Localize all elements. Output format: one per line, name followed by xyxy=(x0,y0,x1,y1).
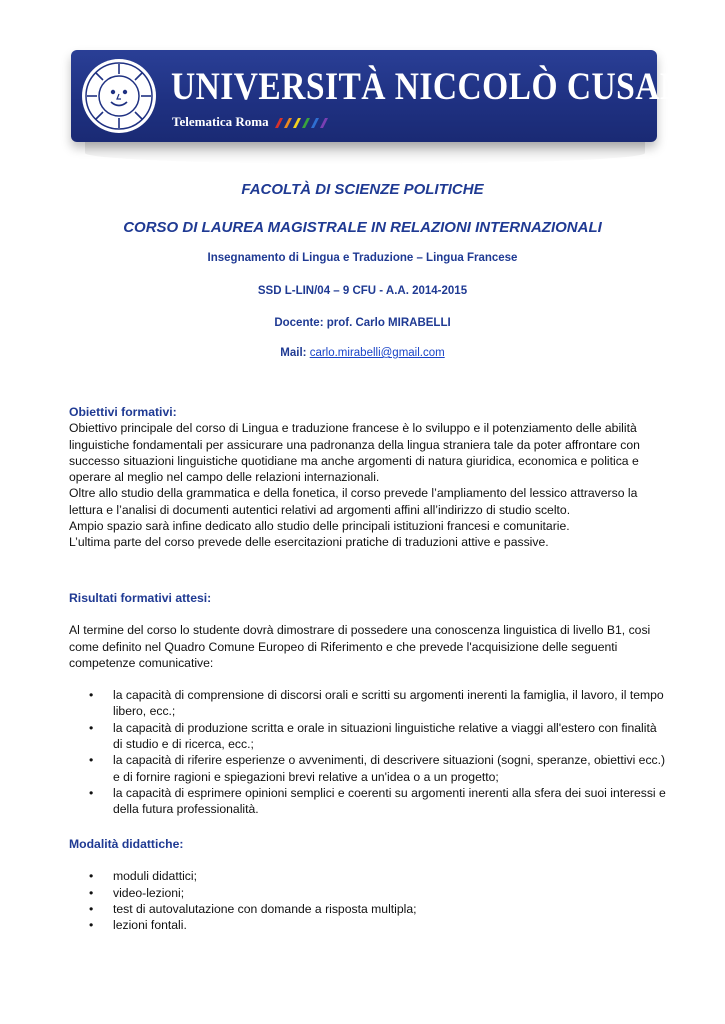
stripe-mark xyxy=(320,118,328,128)
stripe-mark xyxy=(284,118,292,128)
results-section xyxy=(69,590,669,818)
faculty-title: FACOLTÀ DI SCIENZE POLITICHE xyxy=(241,181,484,198)
mail-label: Mail: xyxy=(280,347,310,359)
list-item: • la capacità di comprensione di discorsi orali e scritti su argomenti inerenti la famiglia, il lavoro, il tempo libero, ecc.; xyxy=(69,687,669,720)
university-seal-icon xyxy=(79,56,159,136)
list-item: • video-lezioni; xyxy=(69,885,669,901)
results-heading: Risultati formativi attesi: xyxy=(69,591,212,605)
list-item: • moduli didattici; xyxy=(69,868,669,884)
teaching-subject: Insegnamento di Lingua e Traduzione – Lingua Francese xyxy=(207,252,518,264)
list-item: • test di autovalutazione con domande a risposta multipla; xyxy=(69,901,669,917)
stripe-mark xyxy=(302,118,310,128)
teaching-methods-list xyxy=(69,868,669,933)
objectives-section xyxy=(69,404,669,551)
color-stripes-icon xyxy=(271,116,331,130)
list-item: • lezioni fontali. xyxy=(69,917,669,933)
stripe-mark xyxy=(293,118,301,128)
results-intro: Al termine del corso lo studente dovrà dimostrare di possedere una conoscenza linguistica di livello B1, cosi come definito nel Quadro Comune Europeo di Riferimento e che prevede l'acquisizione delle seguenti competenze comunicative: xyxy=(69,623,651,670)
university-name: UNIVERSITÀ NICCOLÒ CUSANO xyxy=(171,65,712,108)
course-title: CORSO DI LAUREA MAGISTRALE IN RELAZIONI INTERNAZIONALI xyxy=(123,219,602,236)
objectives-paragraph: L’ultima parte del corso prevede delle esercitazioni pratiche di traduzioni attive e passive. xyxy=(69,535,549,550)
objectives-paragraph: Obiettivo principale del corso di Lingua e traduzione francese è lo sviluppo e il potenziamento delle abilità linguistiche fondamentali per assicurare una padronanza della lingua straniera tale da poter affrontare con successo situazioni linguistiche quotidiane ma anche argomenti di natura giuridica, economica e politica e operare al meglio nel campo delle relazioni internazionali. xyxy=(69,421,640,485)
university-subtitle: Telematica Roma xyxy=(172,114,269,129)
university-banner xyxy=(71,50,712,142)
mail-line xyxy=(0,347,725,359)
banner-shadow xyxy=(85,142,645,164)
teacher-name: Docente: prof. Carlo MIRABELLI xyxy=(274,317,451,329)
ssd-credits: SSD L-LIN/04 – 9 CFU - A.A. 2014-2015 xyxy=(257,285,468,297)
teaching-methods-heading: Modalità didattiche: xyxy=(69,837,184,851)
stripe-mark xyxy=(311,118,319,128)
list-item: • la capacità di produzione scritta e orale in situazioni linguistiche relative a viaggi all'estero con finalità di studio e di ricerca, ecc.; xyxy=(69,720,669,753)
objectives-paragraph: Ampio spazio sarà infine dedicato allo studio delle principali istituzioni francesi e comunitarie. xyxy=(69,519,570,534)
results-list xyxy=(69,687,669,817)
mail-link[interactable]: carlo.mirabelli@gmail.com xyxy=(309,347,445,359)
teaching-methods-section xyxy=(69,836,669,933)
objectives-heading: Obiettivi formativi: xyxy=(69,405,177,419)
stripe-mark xyxy=(275,118,283,128)
objectives-paragraph: Oltre allo studio della grammatica e della fonetica, il corso prevede l’ampliamento del lessico attraverso la lettura e l’analisi di documenti autentici relativi ad argomenti affini all’indirizzo di studio scelto. xyxy=(69,486,638,517)
list-item: • la capacità di riferire esperienze o avvenimenti, di descrivere situazioni (sogni, speranze, obiettivi ecc.) e di fornire ragioni e spiegazioni brevi relative a un'idea o a un progetto; xyxy=(69,752,669,785)
list-item: • la capacità di esprimere opinioni semplici e coerenti su argomenti inerenti alla sfera dei suoi interessi e della futura professionalità. xyxy=(69,785,669,818)
